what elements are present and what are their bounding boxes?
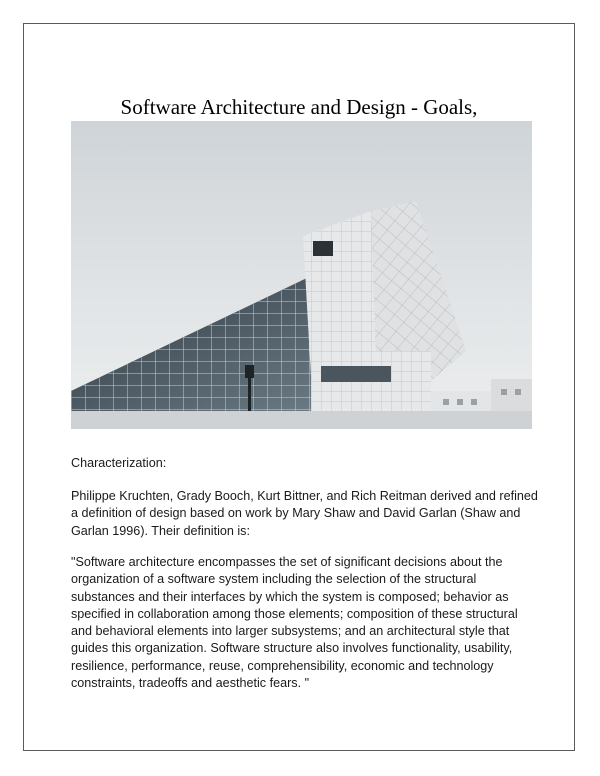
intro-paragraph: Philippe Kruchten, Grady Booch, Kurt Bittner, and Rich Reitman derived and refined a definition of design based on work by Mary Shaw and David Garlan (Shaw and Garlan 1996). Their definition is: bbox=[71, 489, 538, 538]
section-label: Characterization: bbox=[71, 456, 167, 470]
building-photo bbox=[71, 121, 532, 429]
definition-quote-paragraph: "Software architecture encompasses the set of significant decisions about the organization of a software system including the selection of the structural substances and their interfaces by which the system is composed; behavior as specified in collaboration among those elements; composition of these structural and behavioral elements into larger subsystems; and an architectural style that guides this organization. Software structure also involves functionality, usability, resilience, performance, reuse, comprehensibility, economic and technology constraints, tradeoffs and aesthetic fears. " bbox=[71, 555, 518, 691]
document-page bbox=[23, 23, 575, 751]
title-line-1: Software Architecture and Design - Goals, bbox=[120, 95, 478, 119]
